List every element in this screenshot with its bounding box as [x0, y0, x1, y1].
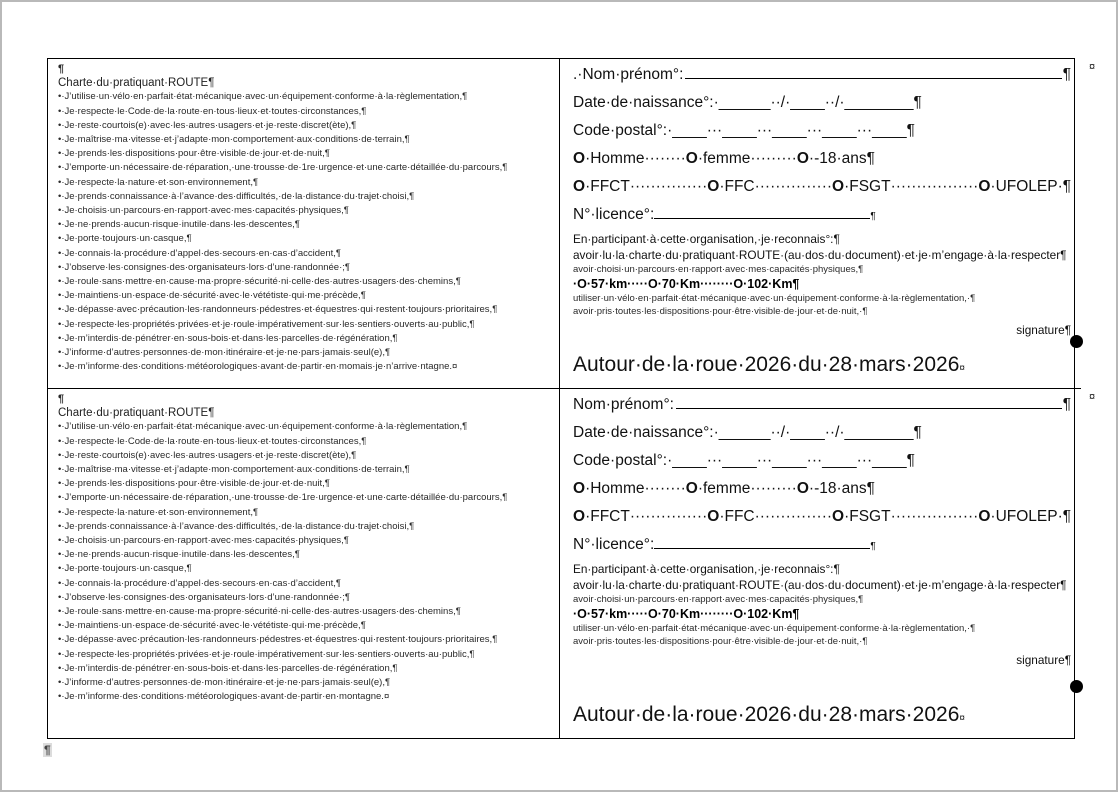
- minor-label: ·-18·ans¶: [808, 480, 875, 497]
- charter-item: •·Je·connais·la·procédure·d’appel·des·secours·en·cas·d’accident,¶: [58, 577, 342, 589]
- cell-end-marker: ¤: [959, 363, 965, 374]
- visible-line: avoir·pris·toutes·les·dispositions·pour·être·visible·de·jour·et·de·nuit,·¶: [573, 636, 868, 647]
- charter-item: •·Je·choisis·un·parcours·en·rapport·avec·mes·capacités·physiques,¶: [58, 535, 349, 547]
- birthdate-line[interactable]: Date·de·naissance°:·______··/·____··/·________¶: [573, 424, 922, 441]
- charter-item: •·Je·prends·les·dispositions·pour·être·visible·de·jour·et·de·nuit,¶: [58, 148, 330, 160]
- registration-table: [47, 58, 1096, 739]
- charter-item: •·Je·porte·toujours·un·casque,¶: [58, 563, 192, 575]
- minor-checkbox[interactable]: O: [796, 150, 809, 167]
- charter-item: •·Je·reste·courtois(e)·avec·les·autres·usagers·et·je·reste·discret(ète),¶: [58, 119, 357, 131]
- ffc-label: ·FFC···············: [719, 178, 833, 195]
- distance-choice-line[interactable]: ·O·57·km·····O·70·Km········O·102·Km¶: [573, 607, 800, 621]
- form-cell-top: [560, 59, 1096, 389]
- row-end-marker: ¤: [1088, 391, 1096, 403]
- charter-item: •·Je·maintiens·un·espace·de·sécurité·avec·le·vététiste·qui·me·précède,¶: [58, 620, 366, 632]
- charter-title: Charte·du·pratiquant·ROUTE¶: [58, 77, 215, 90]
- homme-label: ·Homme········: [585, 150, 686, 167]
- gender-line: [573, 145, 1071, 173]
- minor-label: ·-18·ans¶: [808, 150, 875, 167]
- empty-paragraph-mark: ¶: [58, 393, 65, 405]
- fsgt-label: ·FSGT·················: [844, 508, 979, 525]
- ffct-label: ·FFCT···············: [585, 178, 708, 195]
- charter-item: •·J’emporte·un·nécessaire·de·réparation,·une·trousse·de·1re·urgence·et·une·carte·détaillée·du·parcours,¶: [58, 492, 508, 504]
- charter-item: •·Je·prends·les·dispositions·pour·être·visible·de·jour·et·de·nuit,¶: [58, 478, 330, 490]
- charte-acknowledgement-line: avoir·lu·la·charte·du·pratiquant·ROUTE·(au·dos·du·document)·et·je·m’engage·à·la·respecter¶: [573, 578, 1067, 592]
- charter-item: •·Je·respecte·les·propriétés·privées·et·je·roule·impérativement·sur·les·sentiers·ouverts·au·public,¶: [58, 648, 475, 660]
- charter-item: •·J’observe·les·consignes·des·organisateurs·lors·d’une·randonnée·;¶: [58, 261, 350, 273]
- ufolep-checkbox[interactable]: O: [978, 508, 991, 525]
- recognize-line: En·participant·à·cette·organisation,·je·reconnais°:¶: [573, 232, 840, 246]
- ffct-label: ·FFCT···············: [585, 508, 708, 525]
- event-title-text: Autour·de·la·roue·2026·du·28·mars·2026: [573, 353, 960, 376]
- signature-label: signature¶: [1016, 323, 1072, 337]
- name-input-blank[interactable]: [685, 63, 1061, 80]
- charter-item: •·J’observe·les·consignes·des·organisateurs·lors·d’une·randonnée·;¶: [58, 591, 350, 603]
- cell-end-marker: ¤: [959, 713, 965, 724]
- charter-item: •·Je·maintiens·un·espace·de·sécurité·avec·le·vététiste·qui·me·précède,¶: [58, 290, 366, 302]
- charter-item: •·Je·reste·courtois(e)·avec·les·autres·usagers·et·je·reste·discret(ète),¶: [58, 449, 357, 461]
- fsgt-checkbox[interactable]: O: [832, 508, 845, 525]
- ffct-checkbox[interactable]: O: [573, 178, 586, 195]
- velo-line: utiliser·un·vélo·en·parfait·état·mécanique·avec·un·équipement·conforme·à·la·règlementation,·¶: [573, 623, 976, 634]
- licence-label: N°·licence°:: [573, 536, 655, 553]
- ffc-checkbox[interactable]: O: [707, 178, 720, 195]
- empty-paragraph-mark: ¶: [58, 63, 65, 75]
- charter-item: •·Je·ne·prends·aucun·risque·inutile·dans·les·descentes,¶: [58, 219, 300, 231]
- charter-item: •·Je·maîtrise·ma·vitesse·et·j’adapte·mon·comportement·aux·conditions·de·terrain,¶: [58, 134, 410, 146]
- charter-item: •·J’utilise·un·vélo·en·parfait·état·mécanique·avec·un·équipement·conforme·à·la·règlementation,¶: [58, 91, 468, 103]
- name-input-blank[interactable]: [676, 393, 1062, 410]
- charter-item: •·J’informe·d’autres·personnes·de·mon·itinéraire·et·je·ne·pars·jamais·seul(e),¶: [58, 347, 391, 359]
- event-title: [573, 352, 1071, 382]
- charter-item: •·J’emporte·un·nécessaire·de·réparation,·une·trousse·de·1re·urgence·et·une·carte·détaillée·du·parcours,¶: [58, 162, 508, 174]
- femme-checkbox[interactable]: O: [685, 150, 698, 167]
- licence-label: N°·licence°:: [573, 206, 655, 223]
- name-label: Nom·prénom°:: [573, 396, 674, 413]
- charte-acknowledgement-line: avoir·lu·la·charte·du·pratiquant·ROUTE·(au·dos·du·document)·et·je·m’engage·à·la·respecter¶: [573, 248, 1067, 262]
- homme-checkbox[interactable]: O: [573, 150, 586, 167]
- federation-line: [573, 503, 1071, 531]
- visible-line: avoir·pris·toutes·les·dispositions·pour·être·visible·de·jour·et·de·nuit,·¶: [573, 306, 868, 317]
- ffc-checkbox[interactable]: O: [707, 508, 720, 525]
- event-title-text: Autour·de·la·roue·2026·du·28·mars·2026: [573, 703, 960, 726]
- licence-input-blank[interactable]: [654, 533, 870, 550]
- fsgt-label: ·FSGT·················: [844, 178, 979, 195]
- charter-item: •·Je·prends·connaissance·à·l’avance·des·difficultés,·de·la·distance·du·trajet·choisi,¶: [58, 520, 415, 532]
- parcours-line: avoir·choisi·un·parcours·en·rapport·avec·mes·capacités·physiques,¶: [573, 264, 864, 275]
- ufolep-checkbox[interactable]: O: [978, 178, 991, 195]
- pilcrow-mark: ¶: [1062, 396, 1072, 413]
- charter-item: •·Je·dépasse·avec·précaution·les·randonneurs·pédestres·et·équestres·qui·restent·toujours·prioritaires,¶: [58, 634, 498, 646]
- anchor-dot-icon: [1070, 680, 1083, 693]
- charter-last-item: •·Je·m’informe·des·conditions·météorologiques·avant·de·partir·en·montagne.¤: [58, 691, 390, 703]
- name-line: [573, 61, 1071, 89]
- fsgt-checkbox[interactable]: O: [832, 178, 845, 195]
- distance-choice-line[interactable]: ·O·57·km·····O·70·Km········O·102·Km¶: [573, 277, 800, 291]
- charter-item: •·Je·ne·prends·aucun·risque·inutile·dans·les·descentes,¶: [58, 549, 300, 561]
- licence-line: [573, 201, 1071, 231]
- charter-cell-top: [48, 59, 560, 389]
- gender-line: [573, 475, 1071, 503]
- ufolep-label: ·UFOLEP·¶: [990, 508, 1072, 525]
- charter-item: •·Je·porte·toujours·un·casque,¶: [58, 233, 192, 245]
- charter-last-item: •·Je·m’informe·des·conditions·météorologiques·avant·de·partir·en·momais·je·n’arrive·ntagne.¤: [58, 361, 458, 373]
- charter-item: •·Je·respecte·le·Code·de·la·route·en·tous·lieux·et·toutes·circonstances,¶: [58, 435, 367, 447]
- parcours-line: avoir·choisi·un·parcours·en·rapport·avec·mes·capacités·physiques,¶: [573, 594, 864, 605]
- femme-checkbox[interactable]: O: [685, 480, 698, 497]
- charter-item: •·Je·respecte·le·Code·de·la·route·en·tous·lieux·et·toutes·circonstances,¶: [58, 105, 367, 117]
- recognize-line: En·participant·à·cette·organisation,·je·reconnais°:¶: [573, 562, 840, 576]
- pilcrow-mark: ¶: [1062, 66, 1072, 83]
- charter-item: •·Je·m’interdis·de·pénétrer·en·sous-bois·et·dans·les·parcelles·de·régénération,¶: [58, 332, 398, 344]
- femme-label: ·femme·········: [697, 480, 797, 497]
- homme-label: ·Homme········: [585, 480, 686, 497]
- ffc-label: ·FFC···············: [719, 508, 833, 525]
- pilcrow-mark: ¶: [870, 211, 876, 222]
- postal-code-line[interactable]: Code·postal°:·____···____···____···____···____¶: [573, 122, 915, 139]
- charter-item: •·Je·respecte·la·nature·et·son·environnement,¶: [58, 176, 259, 188]
- velo-line: utiliser·un·vélo·en·parfait·état·mécanique·avec·un·équipement·conforme·à·la·règlementation,·¶: [573, 293, 976, 304]
- charter-item: •·Je·choisis·un·parcours·en·rapport·avec·mes·capacités·physiques,¶: [58, 205, 349, 217]
- licence-line: [573, 531, 1071, 561]
- charter-item: •·Je·connais·la·procédure·d’appel·des·secours·en·cas·d’accident,¶: [58, 247, 342, 259]
- postal-code-line[interactable]: Code·postal°:·____···____···____···____···____¶: [573, 452, 915, 469]
- charter-item: •·Je·roule·sans·mettre·en·cause·ma·propre·sécurité·ni·celle·des·autres·usagers·des·chemins,¶: [58, 276, 461, 288]
- federation-line: [573, 173, 1071, 201]
- charter-item: •·Je·roule·sans·mettre·en·cause·ma·propre·sécurité·ni·celle·des·autres·usagers·des·chemins,¶: [58, 606, 461, 618]
- charter-item: •·Je·maîtrise·ma·vitesse·et·j’adapte·mon·comportement·aux·conditions·de·terrain,¶: [58, 464, 410, 476]
- femme-label: ·femme·········: [697, 150, 797, 167]
- charter-item: •·J’utilise·un·vélo·en·parfait·état·mécanique·avec·un·équipement·conforme·à·la·règlementation,¶: [58, 421, 468, 433]
- name-label: Nom·prénom°:: [582, 66, 684, 83]
- event-title: [573, 702, 1071, 732]
- form-cell-bottom: [560, 389, 1096, 738]
- charter-item: •·Je·prends·connaissance·à·l’avance·des·difficultés,·de·la·distance·du·trajet·choisi,¶: [58, 190, 415, 202]
- charter-item: •·J’informe·d’autres·personnes·de·mon·itinéraire·et·je·ne·pars·jamais·seul(e),¶: [58, 677, 391, 689]
- pilcrow-mark: ¶: [870, 541, 876, 552]
- charter-list: [58, 420, 555, 690]
- row-end-marker: ¤: [1088, 61, 1096, 73]
- charter-item: •·Je·respecte·la·nature·et·son·environnement,¶: [58, 506, 259, 518]
- charter-title: Charte·du·pratiquant·ROUTE¶: [58, 407, 215, 420]
- licence-input-blank[interactable]: [654, 203, 870, 220]
- homme-checkbox[interactable]: O: [573, 480, 586, 497]
- charter-cell-bottom: [48, 389, 560, 738]
- birthdate-line[interactable]: Date·de·naissance°:·______··/·____··/·________¶: [573, 94, 922, 111]
- ffct-checkbox[interactable]: O: [573, 508, 586, 525]
- charter-item: •·Je·respecte·les·propriétés·privées·et·je·roule·impérativement·sur·les·sentiers·ouverts·au·public,¶: [58, 318, 475, 330]
- name-prefix: .·: [573, 66, 583, 83]
- charter-item: •·Je·dépasse·avec·précaution·les·randonneurs·pédestres·et·équestres·qui·restent·toujours·prioritaires,¶: [58, 304, 498, 316]
- ufolep-label: ·UFOLEP·¶: [990, 178, 1072, 195]
- paragraph-mark-below-table: ¶: [44, 743, 51, 757]
- charter-list: [58, 90, 555, 360]
- charter-item: •·Je·m’interdis·de·pénétrer·en·sous-bois·et·dans·les·parcelles·de·régénération,¶: [58, 662, 398, 674]
- minor-checkbox[interactable]: O: [796, 480, 809, 497]
- signature-label: signature¶: [1016, 653, 1072, 667]
- anchor-dot-icon: [1070, 335, 1083, 348]
- name-line: [573, 391, 1071, 419]
